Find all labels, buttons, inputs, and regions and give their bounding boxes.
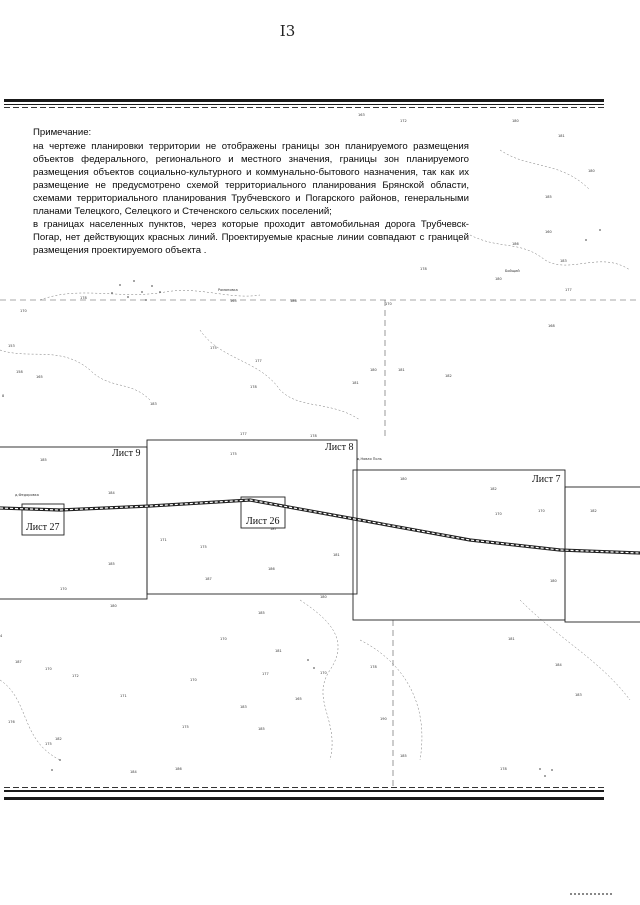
svg-text:172: 172 xyxy=(72,674,79,678)
svg-text:182: 182 xyxy=(445,374,452,378)
svg-text:177: 177 xyxy=(255,359,262,363)
sheet-26-label: Лист 26 xyxy=(246,516,280,527)
svg-text:187: 187 xyxy=(15,660,22,664)
svg-text:180: 180 xyxy=(110,604,117,608)
svg-text:186: 186 xyxy=(175,767,182,771)
svg-text:Бойщий: Бойщий xyxy=(505,269,520,273)
note-paragraph-2: в границах населенных пунктов, через которые проходит автомобильная дорога Трубчевск-Погар, нет действующих красных линий. Проектируемые красные линии совпадают с границей размещения проектируемого объекта . xyxy=(33,219,469,256)
svg-text:183: 183 xyxy=(575,693,582,697)
svg-text:185: 185 xyxy=(108,562,115,566)
svg-text:187: 187 xyxy=(270,527,277,531)
svg-text:4: 4 xyxy=(0,634,3,638)
svg-text:170: 170 xyxy=(320,671,327,675)
svg-text:175: 175 xyxy=(45,742,52,746)
place-names xyxy=(15,269,520,497)
footer-bar-top xyxy=(4,790,604,792)
svg-text:158: 158 xyxy=(16,370,23,374)
svg-text:182: 182 xyxy=(55,737,62,741)
sheet-8-label: Лист 8 xyxy=(325,442,354,453)
svg-text:178: 178 xyxy=(420,267,427,271)
svg-text:180: 180 xyxy=(495,277,502,281)
footer-bar-bottom xyxy=(4,797,604,800)
svg-text:186: 186 xyxy=(512,242,519,246)
sheet-9-label: Лист 9 xyxy=(112,448,141,459)
svg-text:185: 185 xyxy=(400,754,407,758)
svg-text:170: 170 xyxy=(538,509,545,513)
svg-text:8: 8 xyxy=(2,394,5,398)
svg-text:165: 165 xyxy=(295,697,302,701)
sheet-7-frame xyxy=(353,470,565,620)
svg-text:175: 175 xyxy=(210,346,217,350)
svg-text:170: 170 xyxy=(45,667,52,671)
svg-text:165: 165 xyxy=(230,299,237,303)
svg-text:180: 180 xyxy=(370,368,377,372)
svg-text:180: 180 xyxy=(512,119,519,123)
svg-text:185: 185 xyxy=(545,195,552,199)
svg-text:186: 186 xyxy=(290,299,297,303)
svg-text:163: 163 xyxy=(358,113,365,117)
svg-text:181: 181 xyxy=(275,649,282,653)
svg-text:170: 170 xyxy=(60,587,67,591)
svg-text:178: 178 xyxy=(370,665,377,669)
svg-text:178: 178 xyxy=(250,385,257,389)
svg-text:д.Федоровка: д.Федоровка xyxy=(15,493,39,497)
note-title: Примечание: xyxy=(33,127,92,138)
svg-text:Романовка: Романовка xyxy=(218,288,238,292)
svg-text:181: 181 xyxy=(333,553,340,557)
svg-text:170: 170 xyxy=(495,512,502,516)
svg-text:178: 178 xyxy=(80,296,87,300)
svg-text:182: 182 xyxy=(590,509,597,513)
svg-text:175: 175 xyxy=(200,545,207,549)
svg-text:177: 177 xyxy=(262,672,269,676)
svg-text:182: 182 xyxy=(490,487,497,491)
svg-text:184: 184 xyxy=(555,663,562,667)
svg-text:178: 178 xyxy=(500,767,507,771)
page-corner-mark xyxy=(570,893,612,895)
svg-text:172: 172 xyxy=(400,119,407,123)
svg-text:160: 160 xyxy=(545,230,552,234)
footer-bar-dashed xyxy=(4,787,604,788)
svg-text:177: 177 xyxy=(240,432,247,436)
svg-text:175: 175 xyxy=(182,725,189,729)
svg-text:190: 190 xyxy=(380,717,387,721)
svg-text:181: 181 xyxy=(508,637,515,641)
svg-text:165: 165 xyxy=(36,375,43,379)
svg-text:175: 175 xyxy=(230,452,237,456)
svg-text:170: 170 xyxy=(20,309,27,313)
sheet-27-label: Лист 27 xyxy=(26,522,60,533)
svg-text:170: 170 xyxy=(220,637,227,641)
svg-text:184: 184 xyxy=(130,770,137,774)
svg-text:186: 186 xyxy=(268,567,275,571)
svg-text:168: 168 xyxy=(548,324,555,328)
sheet-7-extension xyxy=(565,487,640,622)
svg-text:180: 180 xyxy=(320,595,327,599)
svg-text:176: 176 xyxy=(8,720,15,724)
svg-text:181: 181 xyxy=(352,381,359,385)
svg-text:180: 180 xyxy=(550,579,557,583)
terrain-contours xyxy=(0,150,630,760)
svg-text:183: 183 xyxy=(560,259,567,263)
page-number: I3 xyxy=(279,22,296,40)
svg-text:170: 170 xyxy=(385,302,392,306)
svg-text:185: 185 xyxy=(40,458,47,462)
svg-text:153: 153 xyxy=(8,344,15,348)
svg-text:187: 187 xyxy=(205,577,212,581)
svg-text:185: 185 xyxy=(258,727,265,731)
svg-text:180: 180 xyxy=(400,477,407,481)
svg-text:183: 183 xyxy=(240,705,247,709)
svg-text:184: 184 xyxy=(108,491,115,495)
sheet-7-label: Лист 7 xyxy=(532,474,561,485)
svg-text:181: 181 xyxy=(558,134,565,138)
svg-text:183: 183 xyxy=(150,402,157,406)
svg-text:170: 170 xyxy=(190,678,197,682)
svg-text:177: 177 xyxy=(565,288,572,292)
note-paragraph-1: на чертеже планировки территории не отображены границы зон планируемого размещения объектов федерального, регионального и местного значения, границы зон планируемого размещения объектов социально-культурного и коммунально-бытового назначения, так как их размещение не предусмотрено схемой территориального планирования Брянской области, схемами территориального планирования Трубчевского и Погарского районов, генеральными планами Телецкого, Селецкого и Стеченского сельских поселений; xyxy=(33,141,469,217)
road-centerline xyxy=(0,500,640,553)
svg-text:180: 180 xyxy=(588,169,595,173)
svg-text:д.Новая Поль: д.Новая Поль xyxy=(357,457,382,461)
svg-text:178: 178 xyxy=(310,434,317,438)
field-dots xyxy=(51,229,601,777)
svg-text:171: 171 xyxy=(120,694,127,698)
svg-text:185: 185 xyxy=(258,611,265,615)
svg-text:181: 181 xyxy=(398,368,405,372)
svg-text:171: 171 xyxy=(160,538,167,542)
